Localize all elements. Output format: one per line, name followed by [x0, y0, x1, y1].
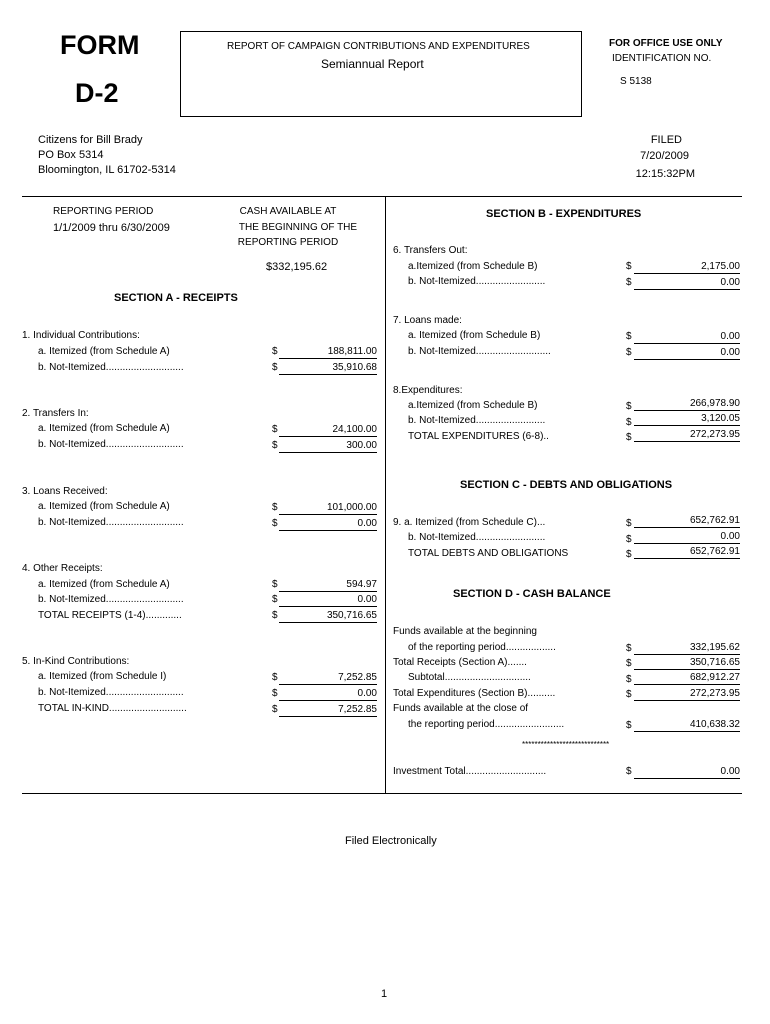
- b7b-amount: 0.00: [634, 346, 740, 360]
- d-stars: ****************************: [522, 740, 610, 749]
- b8a-label: a.Itemized (from Schedule B): [408, 400, 538, 411]
- bottom-rule: [22, 793, 742, 794]
- b6a-label: a.Itemized (from Schedule B): [408, 261, 538, 272]
- d-close-label-1: Funds available at the close of: [393, 703, 529, 714]
- center-rule: [385, 197, 386, 794]
- a3-label: 3. Loans Received:: [22, 486, 108, 497]
- d-invest-amount: 0.00: [634, 765, 740, 779]
- a5-label: 5. In-Kind Contributions:: [22, 656, 130, 667]
- committee-address2: Bloomington, IL 61702-5314: [38, 164, 176, 176]
- b8a-dollar: $: [626, 401, 632, 412]
- a1b-amount: 35,910.68: [279, 361, 377, 375]
- report-title-box: [180, 31, 582, 117]
- d-close-amount: 410,638.32: [634, 718, 740, 732]
- b7a-dollar: $: [626, 331, 632, 342]
- d-subtotal-amount: 682,912.27: [634, 671, 740, 685]
- c-total-label: TOTAL DEBTS AND OBLIGATIONS: [408, 548, 569, 559]
- a4a-dollar: $: [272, 579, 278, 590]
- a2-label: 2. Transfers In:: [22, 408, 89, 419]
- c9b-amount: 0.00: [634, 530, 740, 544]
- a1a-amount: 188,811.00: [279, 345, 377, 359]
- b7b-label: b. Not-Itemized...........................: [408, 346, 551, 357]
- a2a-label: a. Itemized (from Schedule A): [38, 423, 170, 434]
- a4b-amount: 0.00: [279, 593, 377, 607]
- id-label: IDENTIFICATION NO.: [612, 53, 712, 64]
- a5a-label: a. Itemized (from Schedule I): [38, 671, 167, 682]
- a5b-label: b. Not-Itemized............................: [38, 687, 184, 698]
- a-inkind-total-amount: 7,252.85: [279, 703, 377, 717]
- d-receipts-label: Total Receipts (Section A).......: [393, 657, 527, 668]
- id-value: S 5138: [620, 76, 652, 87]
- a1b-dollar: $: [272, 362, 278, 373]
- d-begin-dollar: $: [626, 643, 632, 654]
- form-word: FORM: [60, 30, 140, 60]
- c-total-amount: 652,762.91: [634, 545, 740, 559]
- a2a-amount: 24,100.00: [279, 423, 377, 437]
- b7a-label: a. Itemized (from Schedule B): [408, 330, 541, 341]
- b8b-dollar: $: [626, 417, 632, 428]
- b6b-amount: 0.00: [634, 276, 740, 290]
- a4b-label: b. Not-Itemized............................: [38, 594, 184, 605]
- cash-label-1: CASH AVAILABLE AT: [239, 206, 337, 217]
- a-total-label: TOTAL RECEIPTS (1-4).............: [38, 610, 182, 621]
- d-invest-dollar: $: [626, 766, 632, 777]
- d-exp-amount: 272,273.95: [634, 687, 740, 701]
- filed-date: 7/20/2009: [640, 150, 689, 162]
- a2b-dollar: $: [272, 440, 278, 451]
- committee-name: Citizens for Bill Brady: [38, 134, 143, 146]
- b8a-amount: 266,978.90: [634, 397, 740, 411]
- form-code: D-2: [75, 78, 119, 108]
- period-label: REPORTING PERIOD: [53, 206, 154, 217]
- d-receipts-amount: 350,716.65: [634, 656, 740, 670]
- a3b-amount: 0.00: [279, 517, 377, 531]
- b-total-label: TOTAL EXPENDITURES (6-8)..: [408, 431, 549, 442]
- a-inkind-total-label: TOTAL IN-KIND............................: [38, 703, 187, 714]
- a1a-dollar: $: [272, 346, 278, 357]
- a3a-label: a. Itemized (from Schedule A): [38, 501, 170, 512]
- a3a-dollar: $: [272, 502, 278, 513]
- a5b-dollar: $: [272, 688, 278, 699]
- period-value: 1/1/2009 thru 6/30/2009: [53, 222, 170, 234]
- b8b-amount: 3,120.05: [634, 412, 740, 426]
- a-total-dollar: $: [272, 610, 278, 621]
- cash-label-3: REPORTING PERIOD: [237, 237, 339, 248]
- section-b-title: SECTION B - EXPENDITURES: [486, 208, 642, 220]
- a3b-label: b. Not-Itemized............................: [38, 517, 184, 528]
- a3b-dollar: $: [272, 518, 278, 529]
- a4b-dollar: $: [272, 594, 278, 605]
- b7a-amount: 0.00: [634, 330, 740, 344]
- b8b-label: b. Not-Itemized.........................: [408, 415, 546, 426]
- a1-label: 1. Individual Contributions:: [22, 330, 140, 341]
- b6a-amount: 2,175.00: [634, 260, 740, 274]
- top-rule: [22, 196, 742, 197]
- c9b-label: b. Not-Itemized.........................: [408, 532, 546, 543]
- filed-label: FILED: [650, 134, 682, 146]
- a2a-dollar: $: [272, 424, 278, 435]
- b7b-dollar: $: [626, 347, 632, 358]
- section-a-title: SECTION A - RECEIPTS: [114, 292, 238, 304]
- filed-electronically: Filed Electronically: [345, 835, 437, 847]
- c9a-amount: 652,762.91: [634, 514, 740, 528]
- d-subtotal-dollar: $: [626, 674, 632, 685]
- b6a-dollar: $: [626, 261, 632, 272]
- a4a-amount: 594.97: [279, 578, 377, 592]
- a5b-amount: 0.00: [279, 687, 377, 701]
- a5a-amount: 7,252.85: [279, 671, 377, 685]
- report-title: REPORT OF CAMPAIGN CONTRIBUTIONS AND EXPENDITURES: [227, 41, 530, 52]
- c-total-dollar: $: [626, 549, 632, 560]
- cash-value: $332,195.62: [266, 261, 328, 273]
- report-subtitle: Semiannual Report: [321, 57, 424, 71]
- a4a-label: a. Itemized (from Schedule A): [38, 579, 170, 590]
- a1b-label: b. Not-Itemized............................: [38, 362, 184, 373]
- c9a-label: 9. a. Itemized (from Schedule C)...: [393, 517, 546, 528]
- office-use-label: FOR OFFICE USE ONLY: [609, 38, 723, 49]
- d-close-dollar: $: [626, 720, 632, 731]
- filed-time: 12:15:32PM: [635, 168, 695, 180]
- b6b-dollar: $: [626, 277, 632, 288]
- b-total-amount: 272,273.95: [634, 428, 740, 442]
- d-exp-label: Total Expenditures (Section B)..........: [393, 688, 556, 699]
- a3a-amount: 101,000.00: [279, 501, 377, 515]
- committee-address1: PO Box 5314: [38, 149, 104, 161]
- a2b-amount: 300.00: [279, 439, 377, 453]
- a-total-amount: 350,716.65: [279, 609, 377, 623]
- a-inkind-total-dollar: $: [272, 704, 278, 715]
- b7-label: 7. Loans made:: [393, 315, 462, 326]
- a1a-label: a. Itemized (from Schedule A): [38, 346, 170, 357]
- a5a-dollar: $: [272, 672, 278, 683]
- d-begin-label-2: of the reporting period..................: [408, 642, 556, 653]
- d-close-label-2: the reporting period.........................: [408, 719, 565, 730]
- b6b-label: b. Not-Itemized.........................: [408, 276, 546, 287]
- section-d-title: SECTION D - CASH BALANCE: [453, 588, 611, 600]
- cash-label-2: THE BEGINNING OF THE: [238, 222, 358, 233]
- d-begin-label-1: Funds available at the beginning: [393, 626, 537, 637]
- b6-label: 6. Transfers Out:: [393, 245, 468, 256]
- d-subtotal-label: Subtotal...............................: [408, 672, 531, 683]
- d-receipts-dollar: $: [626, 658, 632, 669]
- d-exp-dollar: $: [626, 689, 632, 700]
- section-c-title: SECTION C - DEBTS AND OBLIGATIONS: [460, 479, 673, 491]
- b-total-dollar: $: [626, 432, 632, 443]
- b8-label: 8.Expenditures:: [393, 385, 463, 396]
- c9b-dollar: $: [626, 534, 632, 545]
- page-number: 1: [381, 988, 388, 1000]
- d-begin-amount: 332,195.62: [634, 641, 740, 655]
- c9a-dollar: $: [626, 518, 632, 529]
- a4-label: 4. Other Receipts:: [22, 563, 103, 574]
- d-invest-label: Investment Total.............................: [393, 766, 547, 777]
- a2b-label: b. Not-Itemized............................: [38, 439, 184, 450]
